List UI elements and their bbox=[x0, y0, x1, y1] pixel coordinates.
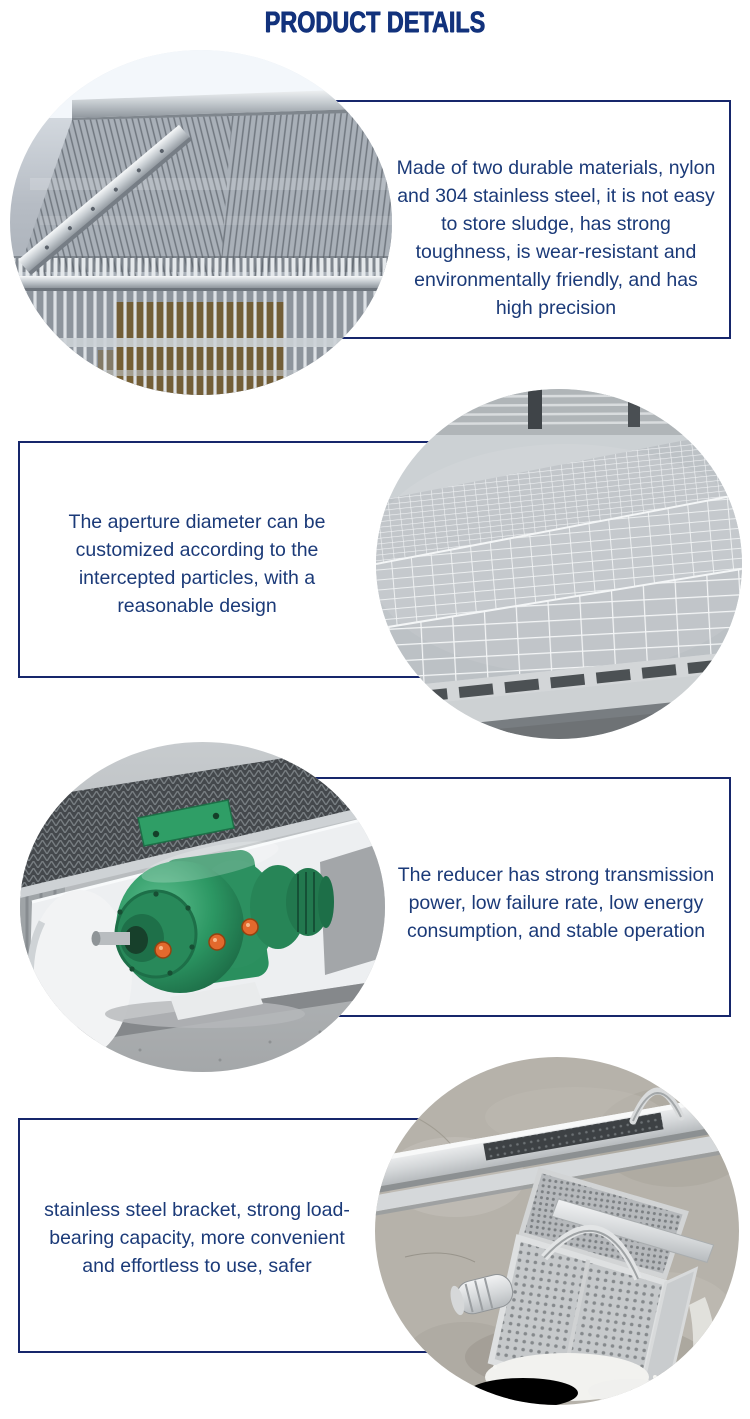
text-line: toughness, is wear-resistant and bbox=[415, 240, 697, 263]
white-flange bbox=[28, 890, 132, 1058]
text-line: stainless steel bracket, strong load- bbox=[44, 1198, 350, 1221]
text-line: and effortless to use, safer bbox=[82, 1254, 312, 1277]
page-title: PRODUCT DETAILS bbox=[264, 6, 486, 39]
text-line: reasonable design bbox=[117, 594, 277, 617]
steel-grating-photo bbox=[376, 389, 742, 739]
text-line: bearing capacity, more convenient bbox=[49, 1226, 345, 1249]
comb-band bbox=[10, 256, 392, 291]
text-line: customized according to the bbox=[75, 538, 319, 561]
bracket-text bbox=[24, 1118, 370, 1355]
text-line: intercepted particles, with a bbox=[78, 566, 316, 589]
text-line: to store sludge, has strong bbox=[441, 212, 671, 235]
gear-reducer-photo bbox=[20, 742, 385, 1072]
aperture-text bbox=[24, 441, 370, 682]
stainless-basket-photo bbox=[375, 1057, 739, 1405]
text-line: and 304 stainless steel, it is not easy bbox=[397, 184, 715, 207]
materials-text bbox=[380, 100, 732, 357]
grating-illustration bbox=[376, 389, 742, 739]
reducer-text bbox=[380, 777, 732, 1023]
text-line: The aperture diameter can be bbox=[68, 510, 326, 533]
text-line: Made of two durable materials, nylon bbox=[396, 156, 716, 179]
basket-illustration bbox=[375, 1057, 739, 1405]
upper-bars bbox=[16, 112, 392, 278]
text-line: environmentally friendly, and has bbox=[414, 268, 698, 291]
stacked-panels-band bbox=[392, 389, 742, 435]
lower-bars bbox=[10, 291, 392, 395]
bar-screen-illustration bbox=[10, 50, 392, 395]
reducer-illustration bbox=[20, 742, 385, 1072]
text-line: high precision bbox=[495, 296, 617, 319]
text-line: The reducer has strong transmission bbox=[397, 864, 715, 886]
text-line: consumption, and stable operation bbox=[406, 920, 706, 942]
bar-screen-mesh-photo bbox=[10, 50, 392, 395]
text-line: power, low failure rate, low energy bbox=[408, 892, 704, 914]
